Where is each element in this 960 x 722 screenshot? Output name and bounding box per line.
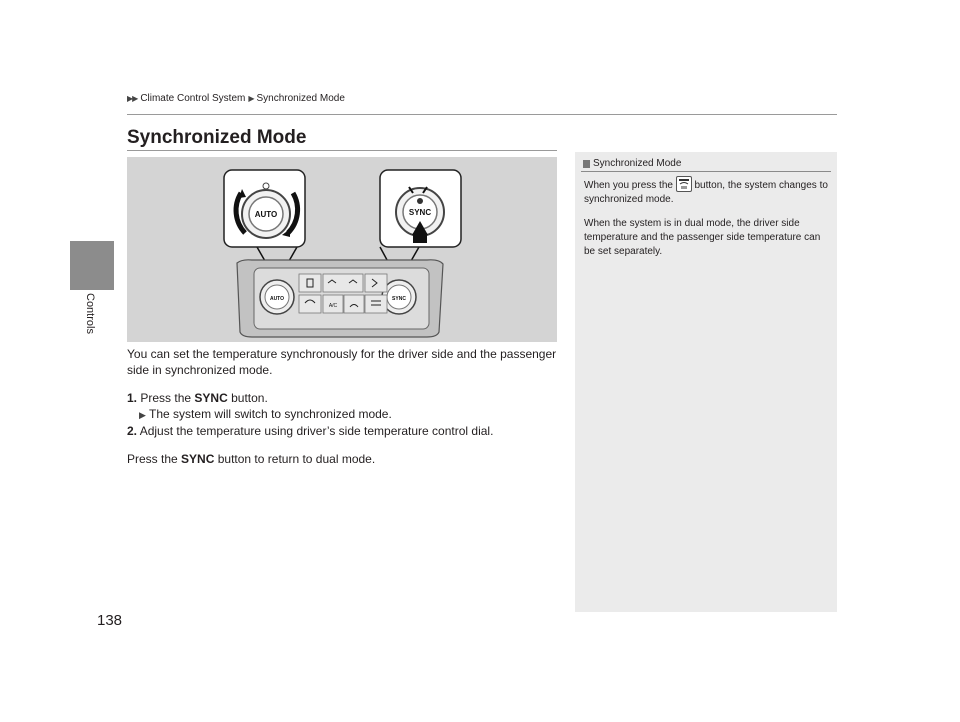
side-section-label: Controls: [84, 293, 96, 334]
step-2: 2. Adjust the temperature using driver’s side temperature control dial.: [127, 424, 494, 438]
body-text: [127, 346, 567, 467]
sync-keyword: SYNC: [194, 391, 228, 405]
breadcrumb: [127, 93, 345, 104]
result-arrow-icon: ▶: [139, 410, 146, 420]
page-number: 138: [97, 612, 123, 629]
step-1-result: ▶ The system will switch to synchronized mode.: [139, 407, 392, 421]
step-1: 1. Press the SYNC button.: [127, 391, 268, 405]
auto-callout: [224, 170, 305, 247]
front-defrost-icon: [676, 176, 692, 192]
sync-button-label: SYNC: [408, 208, 432, 217]
side-note-panel: [575, 152, 837, 612]
control-panel: [237, 260, 443, 337]
note-body: [584, 176, 832, 269]
page-title: Synchronized Mode: [127, 127, 307, 148]
header-divider: [127, 114, 837, 115]
breadcrumb-item-sync[interactable]: Synchronized Mode: [256, 93, 345, 104]
breadcrumb-arrow-icon: ▶: [248, 94, 254, 103]
panel-auto-label: AUTO: [269, 296, 285, 302]
note-title: Synchronized Mode: [583, 158, 681, 169]
side-tab-marker: [70, 241, 114, 290]
sync-callout: [380, 170, 461, 247]
breadcrumb-arrow-icon: ▶▶: [127, 94, 138, 103]
climate-control-illustration: [127, 157, 557, 342]
note-paragraph-1: When you press the button, the system changes to synchronized mode.: [584, 176, 832, 207]
intro-paragraph: You can set the temperature synchronously for the driver side and the passenger side in synchronized mode.: [127, 347, 557, 377]
note-divider: [581, 171, 831, 172]
breadcrumb-item-climate[interactable]: Climate Control System: [140, 93, 246, 104]
panel-ac-label: A/C: [328, 303, 338, 309]
final-paragraph: Press the SYNC button to return to dual mode.: [127, 452, 376, 466]
note-marker-icon: [583, 160, 590, 168]
title-divider: [127, 150, 557, 151]
panel-sync-label: SYNC: [392, 296, 406, 302]
auto-button-label: AUTO: [254, 210, 278, 219]
note-paragraph-2: When the system is in dual mode, the driver side temperature and the passenger side temperature can be set separately.: [584, 218, 821, 257]
sync-keyword: SYNC: [181, 452, 215, 466]
